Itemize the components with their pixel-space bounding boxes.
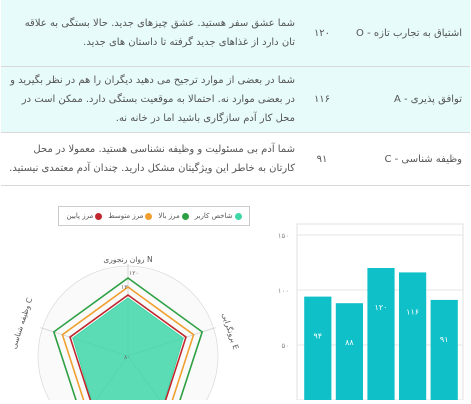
y-tick-label: ۱۰۰ <box>277 287 289 295</box>
bar-value-label: ۱۱۶ <box>406 307 420 317</box>
bar[interactable] <box>399 272 426 400</box>
legend-label: مرز بالا <box>158 212 180 220</box>
bar[interactable] <box>367 268 394 400</box>
table-row <box>1 67 470 133</box>
radar-tick: ۱۳۰ <box>121 284 131 291</box>
bar-chart <box>263 208 471 400</box>
bar-value-label: ۹۴ <box>313 331 323 341</box>
table-row <box>1 133 470 186</box>
radar-svg <box>0 196 250 400</box>
legend-label: مرز پایین <box>66 212 94 220</box>
legend-label: شاخص کاربر <box>194 212 233 220</box>
row-score: ۹۱ <box>303 133 341 186</box>
row-trait: توافق پذیری - A <box>341 67 470 133</box>
traits-table <box>1 0 470 186</box>
legend-dot-icon <box>95 213 102 220</box>
axis-label-conscientiousness: وظیفه شناسی C <box>9 296 35 350</box>
row-trait: اشتیاق به تجارب تازه - O <box>341 0 470 67</box>
legend-dot-icon <box>145 213 152 220</box>
row-trait: وظیفه شناسی - C <box>341 133 470 186</box>
bar-value-label: ۱۲۰ <box>374 303 388 312</box>
row-score: ۱۲۰ <box>303 0 341 67</box>
legend-dot-icon <box>235 213 242 220</box>
legend-item[interactable] <box>67 212 103 220</box>
y-tick-label: ۱۵۰ <box>277 232 289 240</box>
legend-item[interactable] <box>195 212 242 220</box>
bar-svg <box>263 208 471 400</box>
table-row <box>1 0 470 67</box>
axis-label-extraversion: برونگرایی E <box>220 311 241 351</box>
radar-tick: ۱۲۰ <box>129 270 139 277</box>
legend-item[interactable] <box>158 212 188 220</box>
bar[interactable] <box>431 300 458 400</box>
legend-item[interactable] <box>108 212 152 220</box>
radar-tick: ۸۰ <box>124 354 131 361</box>
y-tick-label: ۵۰ <box>281 342 289 350</box>
bar-value-label: ۹۱ <box>439 334 449 344</box>
row-description: شما در بعضی از موارد ترجیح می دهید دیگران را هم در نظر بگیرید و در بعضی موارد نه. احتمالا به موقعیت بستگی دارد. ممکن است در محل کار آدم سازگاری باشید اما در خانه نه. <box>1 67 303 133</box>
row-description: شما آدم بی مسئولیت و وظیفه نشناسی هستید. معمولا در محل کارتان به خاطر این ویژگیتان مشکل دارید. چندان آدم معتمدی نیستید. <box>1 133 303 186</box>
radar-chart <box>0 196 250 400</box>
radar-legend <box>58 206 250 226</box>
axis-label-neuroticism: روان رنجوری N <box>103 255 153 264</box>
bar[interactable] <box>336 303 363 400</box>
legend-label: مرز متوسط <box>108 212 144 220</box>
bar[interactable] <box>304 297 331 400</box>
bar-value-label: ۸۸ <box>345 338 354 348</box>
row-description: شما عشق سفر هستید. عشق چیزهای جدید. حالا بستگی به علاقه تان دارد از غذاهای جدید گرفته تا داستان های جدید. <box>1 0 303 67</box>
row-score: ۱۱۶ <box>303 67 341 133</box>
legend-dot-icon <box>182 213 189 220</box>
